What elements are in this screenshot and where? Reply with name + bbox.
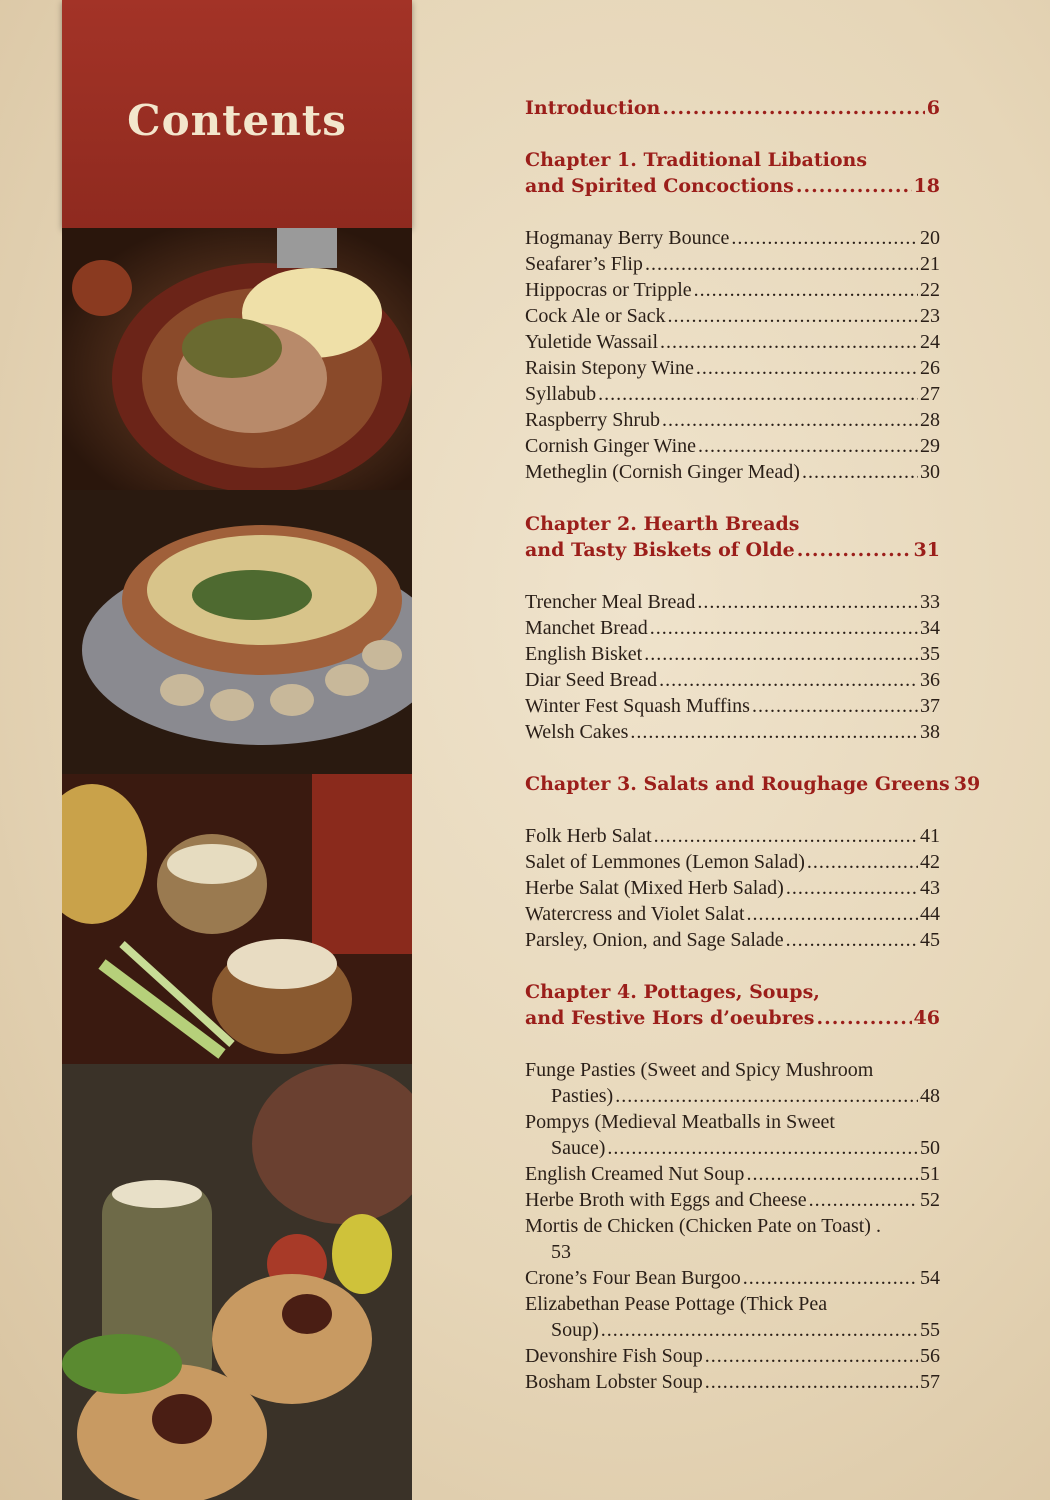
- toc-entry[interactable]: Cock Ale or Sack ..... 23: [525, 303, 940, 329]
- toc-entry[interactable]: Metheglin (Cornish Ginger Mead) ..... 30: [525, 459, 940, 485]
- toc-entry[interactable]: Welsh Cakes ..... 38: [525, 719, 940, 745]
- chapter-3-heading[interactable]: Chapter 3. Salats and Roughage Greens 39: [525, 773, 981, 795]
- toc-entry[interactable]: Cornish Ginger Wine ..... 29: [525, 433, 940, 459]
- toc-entry[interactable]: Herbe Broth with Eggs and Cheese ..... 52: [525, 1187, 940, 1213]
- toc-entry[interactable]: Crone’s Four Bean Burgoo ..... 54: [525, 1265, 940, 1291]
- gratin-dish-photo: [62, 490, 412, 774]
- toc-entry[interactable]: Yuletide Wassail ..... 24: [525, 329, 940, 355]
- toc-intro[interactable]: [525, 95, 940, 121]
- toc-entry[interactable]: Funge Pasties (Sweet and Spicy Mushroom Pasties) ..... 48: [525, 1057, 940, 1109]
- crocks-photo: [62, 774, 412, 1064]
- contents-banner: [62, 0, 412, 228]
- chapter-4-heading[interactable]: Chapter 4. Pottages, Soups, and Festive Hors d’oeubres ..... 46: [525, 979, 940, 1031]
- toc-entry[interactable]: Elizabethan Pease Pottage (Thick Pea Soup) ..... 55: [525, 1291, 940, 1343]
- toc-entry[interactable]: Syllabub ..... 27: [525, 381, 940, 407]
- toc-entry[interactable]: Winter Fest Squash Muffins ..... 37: [525, 693, 940, 719]
- chapter-2-entries: [525, 589, 940, 745]
- chapter-2-heading[interactable]: Chapter 2. Hearth Breads and Tasty Biskets of Olde ..... 31: [525, 511, 940, 563]
- toc-entry[interactable]: Salet of Lemmones (Lemon Salad) ..... 42: [525, 849, 940, 875]
- toc-entry[interactable]: Pompys (Medieval Meatballs in Sweet Sauce) ..... 50: [525, 1109, 940, 1161]
- toc-entry[interactable]: Herbe Salat (Mixed Herb Salad) ..... 43: [525, 875, 940, 901]
- toc-entry[interactable]: English Creamed Nut Soup ..... 51: [525, 1161, 940, 1187]
- toc-entry[interactable]: Bosham Lobster Soup ..... 57: [525, 1369, 940, 1395]
- toc-entry[interactable]: Seafarer’s Flip ..... 21: [525, 251, 940, 277]
- toc-entry[interactable]: Raspberry Shrub ..... 28: [525, 407, 940, 433]
- photo-strip: [62, 228, 412, 1500]
- toc-entry[interactable]: Mortis de Chicken (Chicken Pate on Toast) . 53: [525, 1215, 881, 1263]
- chapter-1-entries: [525, 225, 940, 485]
- toc-entry[interactable]: Diar Seed Bread ..... 36: [525, 667, 940, 693]
- table-of-contents: [525, 95, 981, 1395]
- toc-entry[interactable]: Folk Herb Salat ..... 41: [525, 823, 940, 849]
- page-title: Contents: [127, 96, 347, 145]
- roast-plate-photo: [62, 228, 412, 490]
- pies-photo: [62, 1064, 412, 1500]
- toc-entry[interactable]: Hogmanay Berry Bounce ..... 20: [525, 225, 940, 251]
- toc-entry[interactable]: English Bisket ..... 35: [525, 641, 940, 667]
- chapter-4-entries: [525, 1057, 940, 1395]
- toc-entry[interactable]: Parsley, Onion, and Sage Salade ..... 45: [525, 927, 940, 953]
- chapter-1-heading[interactable]: Chapter 1. Traditional Libations and Spirited Concoctions ..... 18: [525, 147, 940, 199]
- toc-entry[interactable]: Devonshire Fish Soup ..... 56: [525, 1343, 940, 1369]
- toc-entry[interactable]: Watercress and Violet Salat ..... 44: [525, 901, 940, 927]
- toc-entry[interactable]: Manchet Bread ..... 34: [525, 615, 940, 641]
- toc-entry[interactable]: Raisin Stepony Wine ..... 26: [525, 355, 940, 381]
- toc-intro-label: Introduction: [525, 97, 661, 119]
- toc-intro-page: 6: [926, 97, 940, 119]
- toc-entry[interactable]: Trencher Meal Bread ..... 33: [525, 589, 940, 615]
- toc-entry[interactable]: Hippocras or Tripple ..... 22: [525, 277, 940, 303]
- chapter-3-entries: [525, 823, 940, 953]
